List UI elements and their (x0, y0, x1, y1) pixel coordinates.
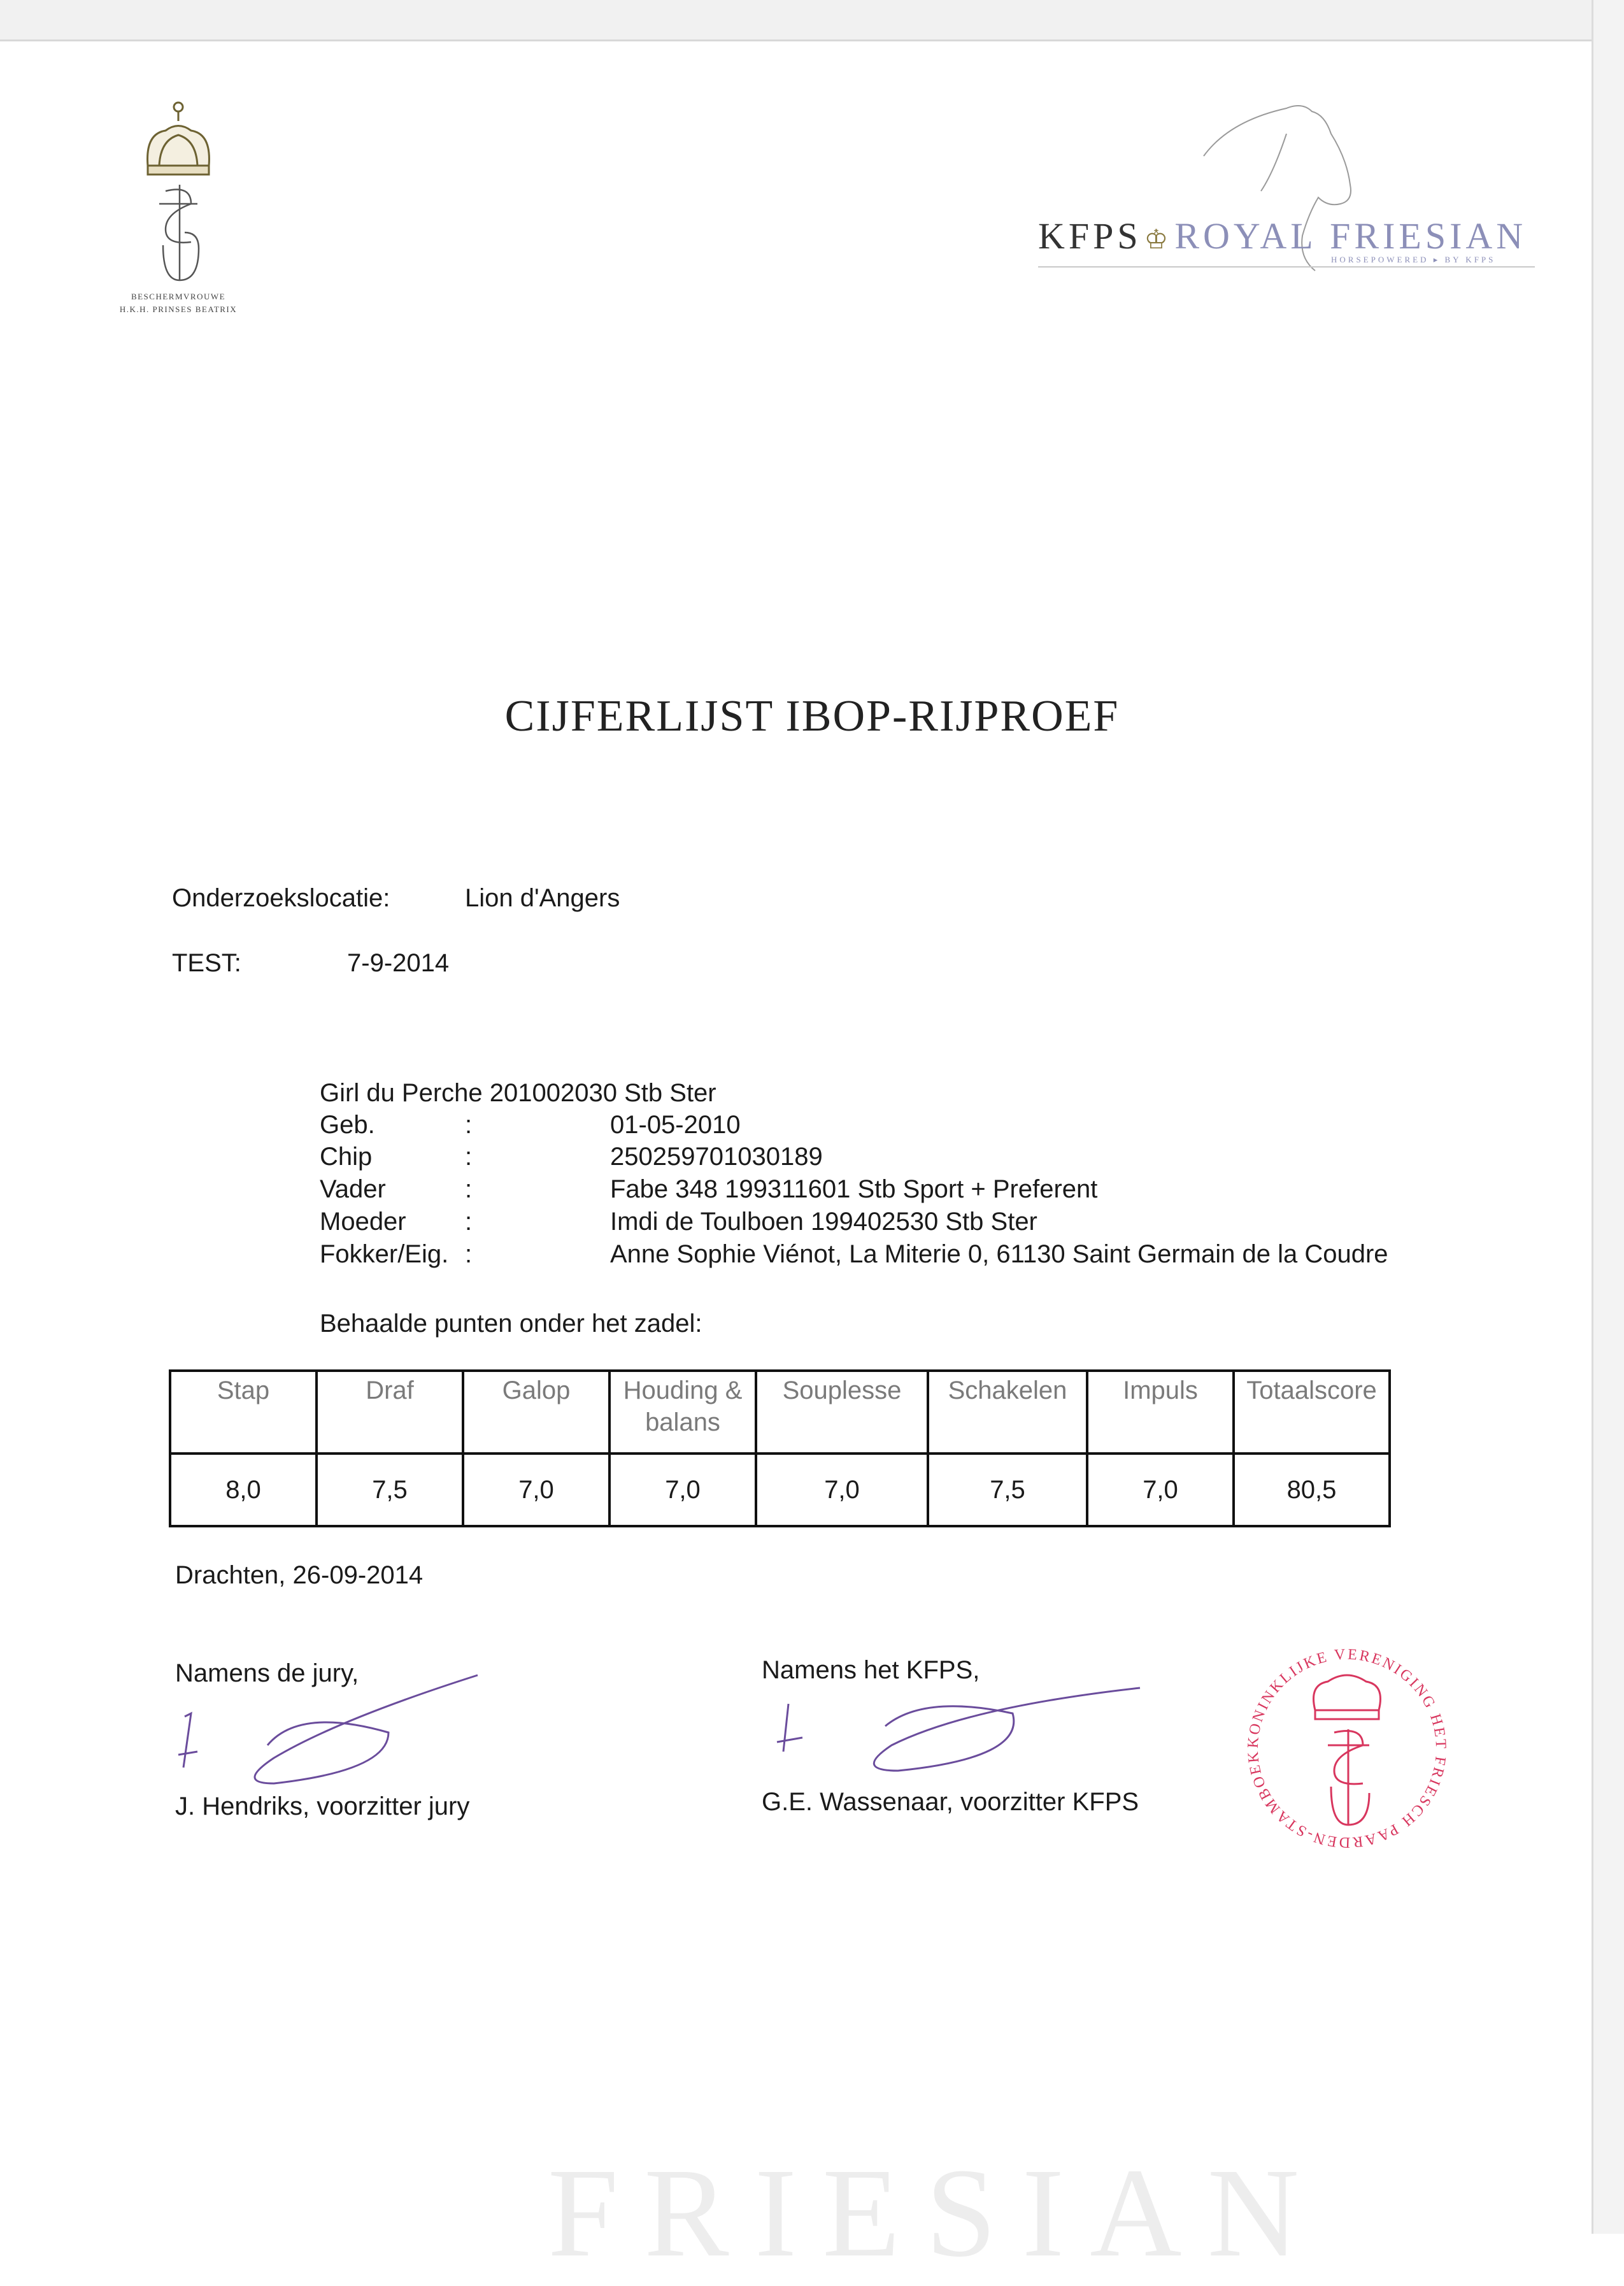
table-header-row (170, 1371, 1390, 1454)
crown-icon (140, 96, 217, 287)
field-label-vader: Vader (320, 1175, 386, 1203)
kfps-signatory: G.E. Wassenaar, voorzitter KFPS (762, 1788, 1139, 1816)
field-value-vader: Fabe 348 199311601 Stb Sport + Preferent (610, 1175, 1098, 1203)
place-date: Drachten, 26-09-2014 (175, 1561, 424, 1589)
score-galop: 7,0 (463, 1454, 609, 1526)
header-cell-houding: Houding & balans (609, 1371, 756, 1454)
score-souplesse: 7,0 (756, 1454, 928, 1526)
field-label-moeder: Moeder (320, 1208, 406, 1236)
table-values-row (170, 1454, 1390, 1526)
field-sep: : (465, 1143, 473, 1171)
field-sep: : (465, 1208, 473, 1236)
field-label-geb: Geb. (320, 1111, 375, 1139)
jury-signature (172, 1656, 490, 1803)
brand-part-royal: ROYAL (1174, 215, 1317, 257)
jury-signatory: J. Hendriks, voorzitter jury (175, 1792, 470, 1820)
score-stap: 8,0 (170, 1454, 317, 1526)
small-crown-icon: ♔ (1144, 225, 1172, 255)
field-value-fokker: Anne Sophie Viénot, La Miterie 0, 61130 Saint Germain de la Coudre (610, 1240, 1388, 1268)
score-totaal: 80,5 (1234, 1454, 1390, 1526)
monogram-icon (159, 185, 199, 280)
header-cell-stap: Stap (170, 1371, 317, 1454)
brand-tagline: HORSEPOWERED ▸ BY KFPS (1331, 255, 1496, 264)
brand-underline (1038, 266, 1535, 268)
jury-heading: Namens de jury, (175, 1659, 359, 1687)
crest-caption-line-2: H.K.H. PRINSES BEATRIX (119, 304, 238, 314)
kfps-heading: Namens het KFPS, (762, 1656, 980, 1684)
scores-intro: Behaalde punten onder het zadel: (320, 1310, 702, 1338)
location-value: Lion d'Angers (465, 884, 620, 912)
kfps-royal-friesian-logo (1032, 96, 1535, 287)
watermark-text: FRIESIAN (548, 2143, 1325, 2283)
horse-name-line: Girl du Perche 201002030 Stb Ster (320, 1079, 716, 1107)
field-sep: : (465, 1111, 473, 1139)
score-impuls: 7,0 (1087, 1454, 1234, 1526)
crown-monogram-logo (115, 96, 242, 325)
scan-right-edge (1592, 0, 1624, 2234)
brand-part-friesian: FRIESIAN (1330, 215, 1527, 257)
field-value-moeder: Imdi de Toulboen 199402530 Stb Ster (610, 1208, 1037, 1236)
location-label: Onderzoekslocatie: (172, 884, 390, 912)
header-cell-schakelen: Schakelen (928, 1371, 1087, 1454)
page-title: CIJFERLIJST IBOP-RIJPROEF (504, 692, 1120, 741)
header-cell-galop: Galop (463, 1371, 609, 1454)
field-label-chip: Chip (320, 1143, 373, 1171)
header-cell-draf: Draf (317, 1371, 463, 1454)
score-houding: 7,0 (609, 1454, 756, 1526)
header-cell-impuls: Impuls (1087, 1371, 1234, 1454)
field-sep: : (465, 1175, 473, 1203)
brand-part-kfps: KFPS (1038, 215, 1142, 257)
field-label-fokker: Fokker/Eig. (320, 1240, 449, 1268)
score-schakelen: 7,5 (928, 1454, 1087, 1526)
stamp-ring-text: KONINKLIJKE VERENIGING HET FRIESCH PAARDEN-STAMBOEK (1244, 1646, 1449, 1851)
field-value-chip: 250259701030189 (610, 1143, 823, 1171)
brand-wordmark (1038, 215, 1527, 261)
score-draf: 7,5 (317, 1454, 463, 1526)
header-cell-totaalscore: Totaalscore (1234, 1371, 1390, 1454)
official-stamp (1239, 1640, 1455, 1857)
test-label: TEST: (172, 949, 241, 977)
scan-top-edge (0, 0, 1624, 41)
field-value-geb: 01-05-2010 (610, 1111, 741, 1139)
field-sep: : (465, 1240, 473, 1268)
crest-caption-line-1: BESCHERMVROUWE (131, 292, 226, 301)
test-date: 7-9-2014 (347, 949, 450, 977)
header-cell-souplesse: Souplesse (756, 1371, 928, 1454)
scores-table (169, 1369, 1391, 1527)
